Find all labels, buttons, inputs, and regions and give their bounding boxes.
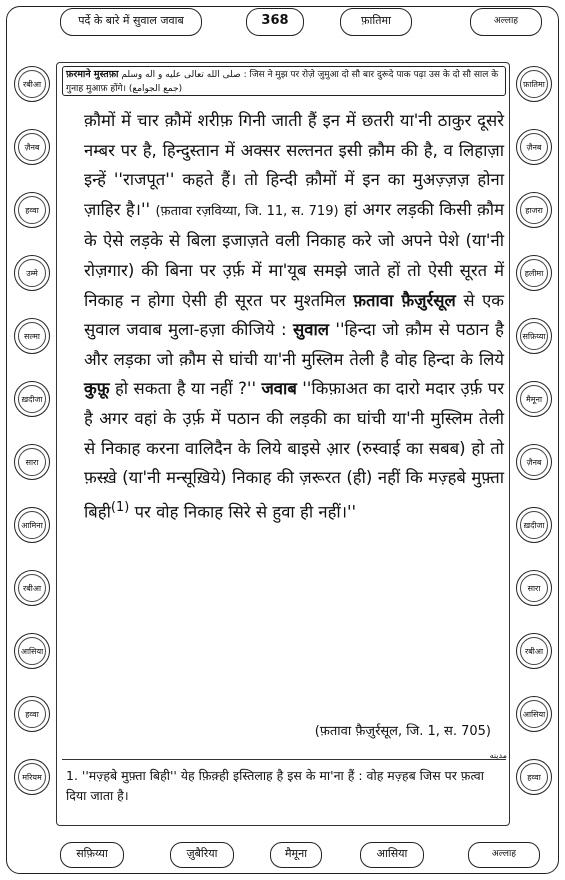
text-segment: हां अगर लड़की किसी क़ौम के ऐसे लड़के से बिला इजाज़ते वली निकाह करे जो अपने पेशे (या'नी रोज़गार) की बिना पर उ़र्फ़ में मा'यूब समझे जाते हों तो ऐसी सूरत में निकाह न होगा ऐसी ही सूरत पर मुश्तमिल (84, 199, 505, 310)
name-badge: ख़दीजा (14, 381, 50, 417)
name-badge: सारा (516, 570, 552, 606)
bottom-corner-seal: अल्लाह (468, 842, 540, 868)
answer-label: जवाब (261, 379, 297, 399)
name-badge: रबीआ (14, 66, 50, 102)
text-segment: पर वोह निकाह सिरे से हुवा ही नहीं।'' (134, 502, 357, 522)
bottom-tab-4: आसिया (360, 842, 424, 868)
text-segment: क़ौमों में चार क़ौमें शरीफ़ गिनी जाती हैं इन में छतरी या'नी ठाकुर दूसरे नम्बर पर है, हिन्दुस्तान में अक्सर सल्तनत इसी क़ौम की है, व लिहाज़ा इन्हें ''राजपूत'' कहते हैं। तो हिन्दी क़ौमों में इन का मुअज़्ज़ज़ होना ज़ाहिर है।'' (84, 111, 504, 219)
text-segment: ''हिन्दा जो क़ौम से पठान है और लड़का जो क़ौम से घांची या'नी मुस्लिम तेली है वोह हिन्दा के लिये (84, 320, 504, 369)
text-segment: ''किफ़ाअत का दारो मदार उ़र्फ़ पर है अगर वहां के उ़र्फ़ में पठान की लड़की का घांची या'नी मुस्लिम तेली से निकाह करना वालिदैन के लिये बाइसे आ़र (रुस्वाई का सबब) हो तो फ़स्ख़े (या'नी मन्सूख़िये) निकाह की ज़रूरत (ही) नहीं कि मज़्हबे मुफ़्ता बिही (84, 379, 505, 522)
main-text (84, 106, 504, 527)
footnote-mark: مدينه (489, 751, 507, 760)
text-segment: हो सकता है या नहीं ?'' (115, 379, 257, 399)
name-badge: सारा (14, 444, 50, 480)
reference: (फ़तावा फ़ैज़ुर्रसूल, जि. 1, स. 705) (314, 724, 491, 739)
header-arabic: صلى الله تعالى عليه و اله وسلم (121, 70, 241, 80)
name-badge: सफ़िय्या (516, 318, 552, 354)
name-badge: हलीमा (516, 255, 552, 291)
name-badge: फ़ातिमा (516, 66, 552, 102)
name-badge: ख़दीजा (516, 507, 552, 543)
book-name: फ़तावा फ़ैज़ुर्रसूल (353, 290, 456, 310)
page-number: 368 (246, 8, 304, 36)
name-badge: मरियम (14, 759, 50, 795)
citation: (फ़तावा रज़विय्या, जि. 11, स. 719) (155, 203, 339, 219)
name-badge: ज़ैनब (516, 444, 552, 480)
header-title: फ़रमाने मुस्तफ़ा (66, 69, 119, 80)
name-badge: रबीआ (14, 570, 50, 606)
bottom-tab-3: मैमूना (270, 842, 322, 868)
bottom-tab-2: ज़ुबैरिया (170, 842, 234, 868)
footnote-divider (62, 759, 506, 760)
footnote-marker: (1) (110, 499, 130, 515)
question-label: सुवाल (293, 320, 329, 340)
name-badge: आमिना (14, 507, 50, 543)
name-badge: ज़ैनब (14, 129, 50, 165)
name-badge: आसिया (516, 696, 552, 732)
bottom-tab-1: सफ़िय्या (60, 842, 124, 868)
highlight-word: कुफ़ू (84, 379, 110, 399)
name-badge: हाजरा (516, 192, 552, 228)
header-source: (جمع الجوامع) (128, 84, 183, 94)
header-text: : जिस ने मुझ पर रोज़े जुमुआ दो सौ बार दुरूदे पाक पढ़ा उस के दो सौ साल के गुनाह मुआफ़ होंगे। (66, 70, 499, 94)
name-badge: सल्मा (14, 318, 50, 354)
name-badge: आसिया (14, 633, 50, 669)
name-badge: उम्मे (14, 255, 50, 291)
name-badge: ज़ैनब (516, 129, 552, 165)
name-badge: हव्वा (14, 696, 50, 732)
name-badge: रबीआ (516, 633, 552, 669)
header-hadith (62, 66, 506, 96)
name-badge: हव्वा (516, 759, 552, 795)
name-badge: हव्वा (14, 192, 50, 228)
text-segment: से एक सुवाल जवाब मुला-हज़ा कीजिये : (84, 290, 505, 340)
book-title-tab: पर्दे के बारे में सुवाल जवाब (60, 8, 202, 36)
corner-seal: अल्लाह (470, 8, 542, 36)
footnote: 1. ''मज़्हबे मुफ़्ता बिही'' येह फ़िक़्ही इस्तिलाह है इस के मा'ना हैं : वोह मज़्हब जिस पर फ़त्वा दिया जाता है। (66, 768, 484, 803)
name-badge: मैमूना (516, 381, 552, 417)
top-right-tab: फ़ातिमा (340, 8, 412, 36)
